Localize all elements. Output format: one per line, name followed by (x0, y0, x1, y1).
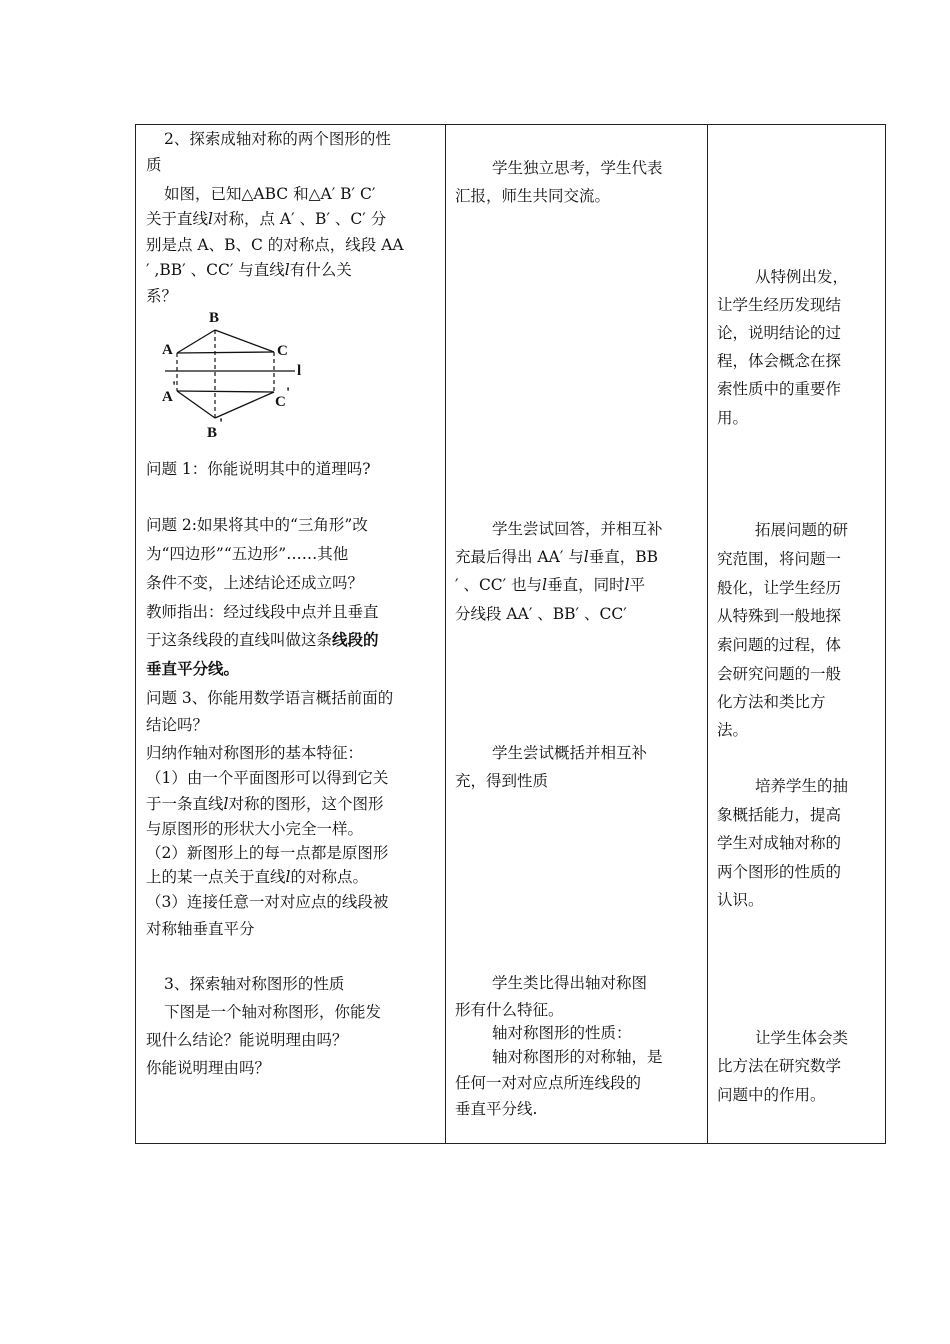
question-3-line2: 结论吗？ (146, 716, 209, 734)
label-a-prime-mark: ' (172, 379, 177, 395)
purpose3-line1: 培养学生的抽 (755, 777, 849, 795)
purpose3-line3: 学生对成轴对称的 (717, 834, 842, 852)
answer4-line3: 轴对称图形的性质： (492, 1024, 632, 1042)
purpose2-line5: 索问题的过程，体 (717, 636, 842, 654)
label-b-prime: B (207, 425, 218, 441)
section3-line1: 下图是一个轴对称图形，你能发 (164, 1003, 382, 1021)
answer4-line6: 垂直平分线. (455, 1100, 538, 1118)
section2-desc-line3: 别是点 A、B、C 的对称点，线段 AA (146, 236, 404, 254)
answer2-line3: ′ 、CC′ 也与l垂直，同时l平 (455, 576, 646, 594)
column-divider-2 (707, 125, 708, 1143)
purpose1-line6: 用。 (717, 409, 749, 427)
summary-item3-line2: 对称轴垂直平分 (146, 920, 255, 938)
segment-ac (177, 352, 274, 353)
summary-item2-line1: （2）新图形上的每一点都是原图形 (146, 844, 389, 862)
question-3-line1: 问题 3、你能用数学语言概括前面的 (146, 689, 394, 707)
section2-desc-line4: ′ ,BB′ 、CC′ 与直线l有什么关 (146, 261, 352, 279)
label-a-prime: A (162, 389, 173, 405)
answer4-line2: 形有什么特征。 (455, 1001, 564, 1019)
summary-title: 归纳作轴对称图形的基本特征： (146, 744, 364, 762)
symmetry-figure (157, 305, 317, 443)
purpose4-line3: 问题中的作用。 (717, 1086, 826, 1104)
label-c-prime: C (275, 394, 286, 410)
purpose2-line3: 般化，让学生经历 (717, 579, 842, 597)
section3-title: 3、探索轴对称图形的性质 (164, 975, 345, 993)
purpose2-line7: 化方法和类比方 (717, 693, 826, 711)
label-c-prime-mark: ' (286, 385, 291, 401)
teacher-note-line2: 于这条线段的直线叫做这条线段的 (146, 630, 379, 649)
answer1-line1: 学生独立思考，学生代表 (492, 159, 663, 177)
purpose3-line2: 象概括能力，提高 (717, 806, 842, 824)
section3-line3: 你能说明理由吗？ (146, 1059, 271, 1077)
purpose3-line4: 两个图形的性质的 (717, 863, 842, 881)
purpose2-line8: 法。 (717, 721, 749, 739)
segment-b2c2 (215, 392, 274, 418)
segment-bc (215, 330, 274, 352)
answer2-line1: 学生尝试回答，并相互补 (492, 520, 663, 538)
purpose1-line3: 论，说明结论的过 (717, 324, 842, 342)
purpose3-line5: 认识。 (717, 891, 764, 909)
answer2-line2: 充最后得出 AA′ 与l垂直，BB (455, 548, 659, 566)
section2-desc-line2: 关于直线l对称，点 A′ 、B′ 、C′ 分 (146, 210, 387, 228)
summary-item1-line1: （1）由一个平面图形可以得到它关 (146, 769, 389, 787)
summary-item2-line2: 上的某一点关于直线l的对称点。 (146, 868, 368, 886)
purpose1-line1: 从特例出发， (755, 268, 849, 286)
section3-line2: 现什么结论？能说明理由吗？ (146, 1031, 348, 1049)
segment-a2c2 (177, 391, 274, 392)
teacher-note-line1: 教师指出：经过线段中点并且垂直 (146, 603, 379, 621)
answer1-line2: 汇报，师生共同交流。 (455, 187, 611, 205)
summary-item1-line2: 于一条直线l对称的图形，这个图形 (146, 795, 384, 813)
answer2-line4: 分线段 AA′ 、BB′ 、CC′ (455, 605, 627, 623)
summary-item1-line3: 与原图形的形状大小完全一样。 (146, 820, 364, 838)
question-2-line1: 问题 2:如果将其中的“三角形”改 (146, 516, 368, 534)
question-1: 问题 1：你能说明其中的道理吗? (146, 460, 371, 478)
answer4-line5: 任何一对对应点所连线段的 (455, 1074, 642, 1092)
answer4-line1: 学生类比得出轴对称图 (492, 974, 648, 992)
purpose2-line2: 究范围，将问题一 (717, 550, 842, 568)
purpose4-line1: 让学生体会类 (755, 1029, 849, 1047)
teacher-note-line3: 垂直平分线。 (146, 659, 240, 678)
segment-ab (177, 330, 215, 353)
answer3-line1: 学生尝试概括并相互补 (492, 744, 648, 762)
section2-title: 2、探索成轴对称的两个图形的性 (164, 130, 391, 148)
segment-a2b2 (177, 391, 215, 418)
answer3-line2: 充，得到性质 (455, 772, 549, 790)
section2-desc-line1: 如图，已知△ABC 和△A′ B′ C′ (164, 185, 376, 203)
column-divider-1 (445, 125, 446, 1143)
purpose4-line2: 比方法在研究数学 (717, 1057, 842, 1075)
purpose2-line4: 从特殊到一般地探 (717, 607, 842, 625)
purpose1-line2: 让学生经历发现结 (717, 296, 842, 314)
answer4-line4: 轴对称图形的对称轴，是 (492, 1048, 663, 1066)
label-a: A (162, 342, 173, 358)
purpose2-line1: 拓展问题的研 (755, 521, 849, 539)
section2-title-cont: 质 (146, 156, 162, 174)
label-l: l (297, 363, 302, 379)
purpose1-line4: 程，体会概念在探 (717, 352, 842, 370)
label-b-prime-mark: ' (219, 416, 224, 432)
label-b: B (209, 310, 220, 326)
label-c: C (277, 343, 288, 359)
section2-desc-line5: 系？ (146, 287, 178, 305)
purpose1-line5: 索性质中的重要作 (717, 380, 842, 398)
purpose2-line6: 会研究问题的一般 (717, 665, 842, 683)
question-2-line2: 为“四边形”“五边形”……其他 (146, 545, 349, 563)
summary-item3-line1: （3）连接任意一对对应点的线段被 (146, 893, 389, 911)
question-2-line3: 条件不变，上述结论还成立吗？ (146, 574, 364, 592)
